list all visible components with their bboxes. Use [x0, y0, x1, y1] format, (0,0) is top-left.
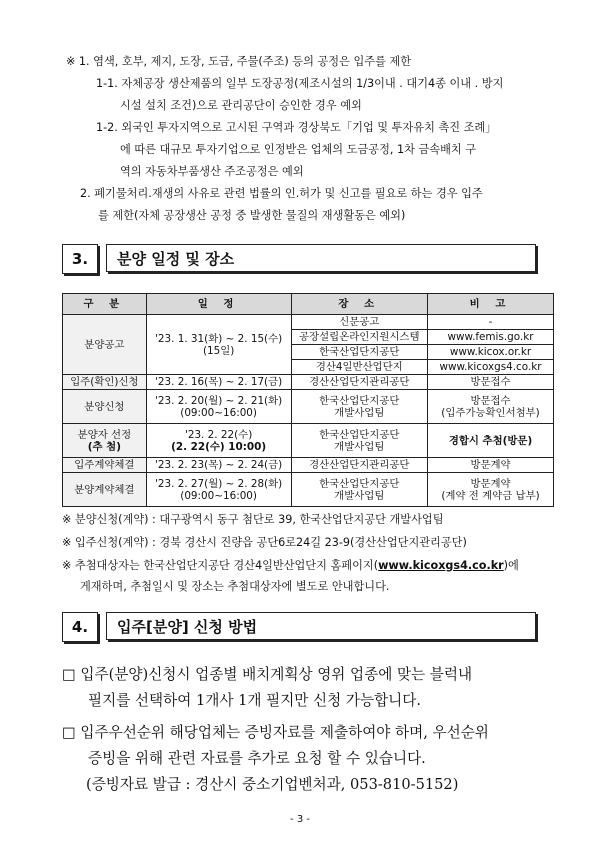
note-lottery-announcement	[62, 559, 519, 573]
section-3-header	[62, 244, 540, 276]
section-4-header	[62, 612, 540, 644]
row-category: 분양계약체결	[63, 473, 147, 507]
note-contract-address: ※ 입주신청(계약) : 경북 경산시 진량읍 공단6로24길 23-9(경산산업단지관리공단)	[62, 536, 467, 549]
header-place: 장 소	[291, 294, 428, 315]
row-place: 공장설립온라인지원시스템	[291, 330, 428, 345]
row-category: 입주(확인)신청	[63, 375, 147, 390]
note-restriction-1: ※ 1. 염색, 호부, 제지, 도장, 도금, 주물(주조) 등의 공정은 입주를 제한	[66, 55, 412, 68]
header-remarks: 비 고	[428, 294, 554, 315]
homepage-link[interactable]: www.kicoxgs4.co.kr	[378, 559, 504, 572]
row-remark	[428, 473, 554, 507]
header-category: 구 분	[63, 294, 147, 315]
row-remark-link[interactable]: www.femis.go.kr	[428, 330, 554, 345]
place-team: 개발사업팀	[334, 406, 385, 419]
remark-sub: (계약 전 계약금 납부)	[441, 489, 540, 502]
row-place: 경산4일반산업단지	[291, 360, 428, 375]
note-restriction-2b: 를 제한(자체 공장생산 공정 중 발생한 물질의 재생활동은 예외)	[98, 209, 406, 222]
schedule-date: '23. 2. 27(월) ~ 2. 28(화)	[155, 477, 283, 490]
row-remark-link[interactable]: www.kicoxgs4.co.kr	[428, 360, 554, 375]
schedule-table	[62, 293, 554, 507]
item-priority-line1: □ 입주우선순위 해당업체는 증빙자료를 제출하여야 하며, 우선순위	[62, 724, 489, 741]
row-schedule: '23. 2. 23(목) ~ 2. 24(금)	[146, 458, 291, 473]
schedule-time: (09:00~16:00)	[180, 406, 257, 419]
item-priority-contact: (증빙자료 발급 : 경산시 중소기업벤처과, 053-810-5152)	[86, 776, 459, 793]
row-category: 분양공고	[63, 315, 147, 375]
row-place: 경산산업단지관리공단	[291, 375, 428, 390]
row-schedule: '23. 2. 16(목) ~ 2. 17(금)	[146, 375, 291, 390]
remark-main: 방문계약	[470, 477, 511, 490]
schedule-duration: (15일)	[202, 344, 235, 357]
section-number: 4.	[62, 612, 98, 642]
table-row	[63, 315, 554, 330]
remark-sub: (입주가능확인서첨부)	[441, 406, 540, 419]
note-exception-1-2b: 에 따른 대규모 투자기업으로 인정받은 업체의 도금공정, 1차 금속배치 구	[120, 143, 477, 156]
row-place	[291, 424, 428, 458]
header-schedule: 일 정	[146, 294, 291, 315]
schedule-date: '23. 1. 31(화) ~ 2. 15(수)	[155, 332, 283, 345]
row-place: 신문공고	[291, 315, 428, 330]
row-remark: -	[428, 315, 554, 330]
row-remark: 경합시 추첨(방문)	[428, 424, 554, 458]
table-row	[63, 458, 554, 473]
section-number: 3.	[62, 244, 98, 274]
schedule-date: '23. 2. 20(월) ~ 2. 21(화)	[155, 394, 283, 407]
note-exception-1-1b: 시설 설치 조건)으로 관리공단이 승인한 경우 예외	[120, 99, 362, 112]
table-row	[63, 424, 554, 458]
row-remark	[428, 390, 554, 424]
row-category	[63, 424, 147, 458]
row-place: 경산산업단지관리공단	[291, 458, 428, 473]
note-exception-1-2c: 역의 자동차부품생산 주조공정은 예외	[120, 165, 304, 178]
schedule-time: (2. 22(수) 10:00)	[171, 440, 267, 453]
table-row	[63, 375, 554, 390]
row-place	[291, 390, 428, 424]
place-org: 한국산업단지공단	[319, 428, 400, 441]
note-exception-1-1a: 1-1. 자체공장 생산제품의 일부 도장공정(제조시설의 1/3이내 . 대기4종 이내 . 방지	[96, 77, 504, 90]
row-schedule	[146, 390, 291, 424]
table-header-row	[63, 294, 554, 315]
place-org: 한국산업단지공단	[319, 477, 400, 490]
row-schedule	[146, 473, 291, 507]
row-remark-link[interactable]: www.kicox.or.kr	[428, 345, 554, 360]
row-remark: 방문접수	[428, 375, 554, 390]
item-application-line2: 필지를 선택하여 1개사 1개 필지만 신청 가능합니다.	[88, 692, 421, 709]
schedule-time: (09:00~16:00)	[180, 489, 257, 502]
remark-main: 방문접수	[470, 394, 511, 407]
note-lottery-text: ※ 추첨대상자는 한국산업단지공단 경산4일반산업단지 홈페이지(	[62, 559, 379, 572]
schedule-date: '23. 2. 22(수)	[184, 428, 253, 441]
row-schedule	[146, 424, 291, 458]
section-title: 분양 일정 및 장소	[106, 244, 536, 272]
note-lottery-end: )에	[503, 559, 519, 572]
row-place: 한국산업단지공단	[291, 345, 428, 360]
item-application-line1: □ 입주(분양)신청시 업종별 배치계획상 영위 업종에 맞는 블럭내	[62, 666, 473, 683]
row-category: 입주계약체결	[63, 458, 147, 473]
row-place	[291, 473, 428, 507]
note-application-address: ※ 분양신청(계약) : 대구광역시 동구 첨단로 39, 한국산업단지공단 개발사업팀	[62, 513, 444, 526]
item-priority-line2: 증빙을 위해 관련 자료를 추가로 요청 할 수 있습니다.	[88, 750, 426, 767]
category-sub: (추 첨)	[87, 440, 121, 453]
note-lottery-detail: 게재하며, 추첨일시 및 장소는 추첨대상자에 별도로 안내합니다.	[80, 580, 390, 593]
row-remark: 방문계약	[428, 458, 554, 473]
category-main: 분양자 선정	[77, 428, 132, 441]
table-row	[63, 473, 554, 507]
section-title: 입주[분양] 신청 방법	[106, 612, 536, 640]
note-exception-1-2a: 1-2. 외국인 투자지역으로 고시된 구역과 경상북도「기업 및 투자유치 촉진 조례」	[96, 121, 497, 134]
note-restriction-2a: 2. 폐기물처리.재생의 사유로 관련 법률의 인.허가 및 신고를 필요로 하는 경우 입주	[80, 187, 483, 200]
place-team: 개발사업팀	[334, 489, 385, 502]
table-row	[63, 390, 554, 424]
page-number: - 3 -	[290, 814, 310, 825]
row-schedule	[146, 315, 291, 375]
row-category: 분양신청	[63, 390, 147, 424]
place-team: 개발사업팀	[334, 440, 385, 453]
place-org: 한국산업단지공단	[319, 394, 400, 407]
